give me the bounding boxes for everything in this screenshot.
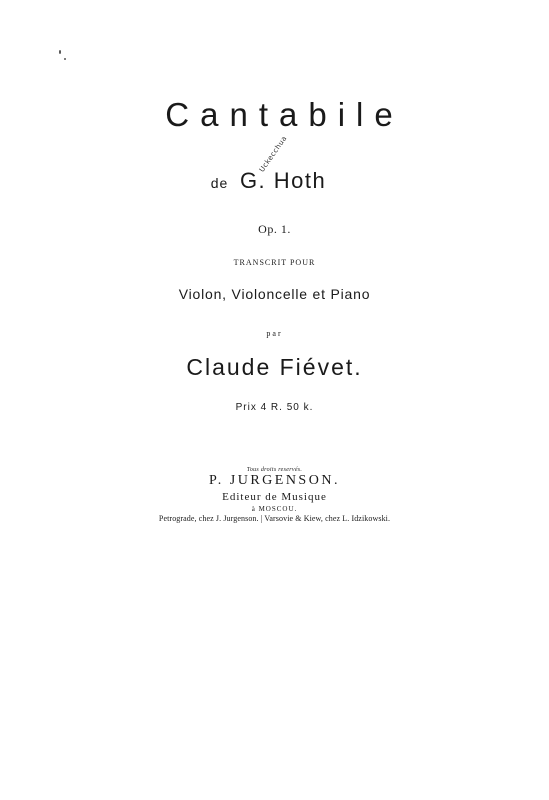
publisher-name: P. JURGENSON. [209,473,340,488]
ink-speck [64,58,66,60]
composer-prefix: de [210,175,229,191]
rights-notice: Tous droits reservés. [246,467,303,473]
work-title: Cantabile [165,96,404,133]
ink-speck [59,50,61,54]
opus-number: Op. 1. [258,222,291,236]
transcribed-for-label: TRANSCRIT POUR [233,258,316,267]
arranger-name: Claude Fiévet. [186,354,363,380]
composer-line [0,168,543,194]
by-label: par [266,329,283,338]
instrumentation: Violon, Violoncelle et Piano [178,286,371,302]
library-stamp: Uckecchua [257,134,289,174]
price: Prix 4 R. 50 k. [235,402,314,413]
composer-name: G. Hoth [239,168,327,193]
publisher-city: à MOSCOU. [251,505,298,513]
publisher-branches: Petrograde, chez J. Jurgenson. | Varsovie & Kiew, chez L. Idzikowski. [158,514,391,523]
publisher-role: Editeur de Musique [222,491,327,503]
